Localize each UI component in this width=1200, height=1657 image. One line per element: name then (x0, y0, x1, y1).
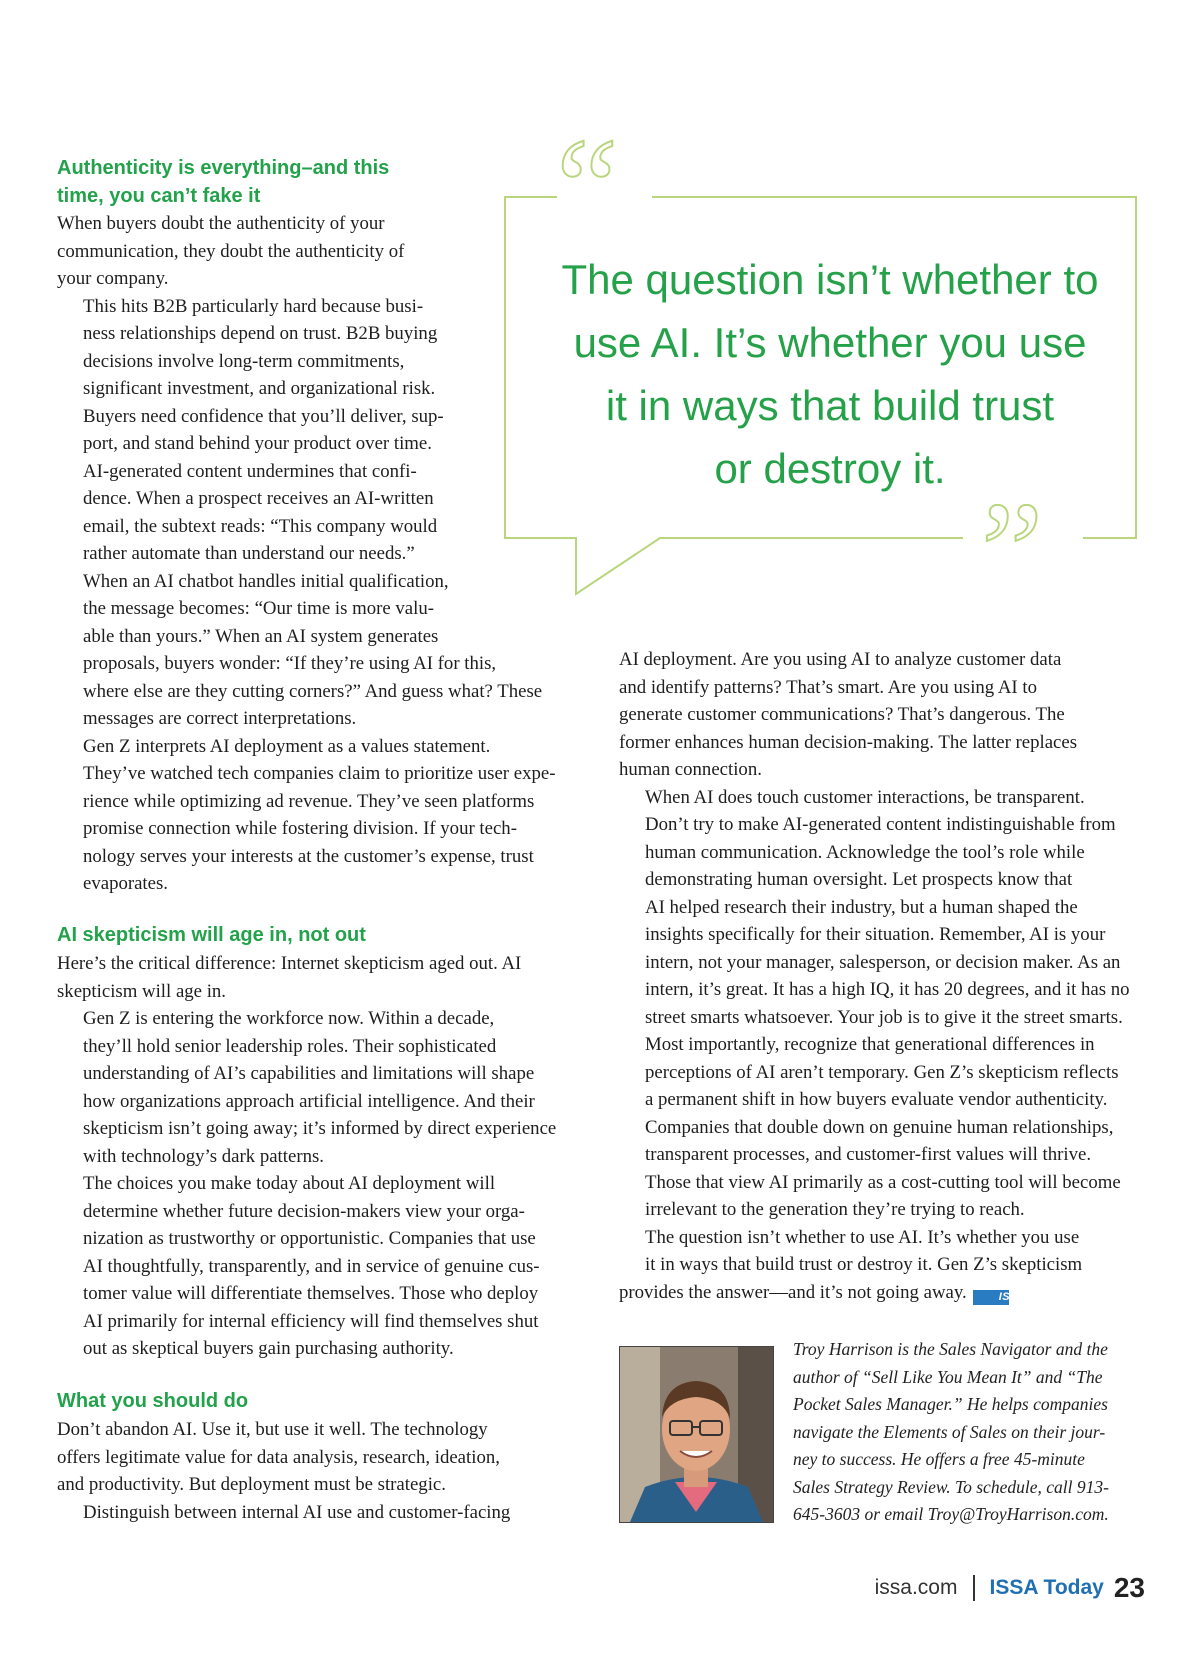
text-line: The question isn’t whether to use AI. It’s whether you use (645, 1226, 1080, 1248)
text-line: provides the answer—and it’s not going away. (619, 1281, 967, 1303)
paragraph-final (619, 1224, 1154, 1307)
heading-line: Authenticity is everything–and this (57, 157, 390, 179)
text-line: AI thoughtfully, transparently, and in service of genuine cus- (83, 1255, 540, 1277)
text-line: able than yours.” When an AI system generates (83, 625, 439, 647)
text-line: port, and stand behind your product over time. (83, 433, 432, 454)
text-line: skepticism isn’t going away; it’s informed by direct experience (83, 1118, 557, 1139)
text-line: significant investment, and organizational risk. (83, 378, 436, 399)
text-line: skepticism will age in. (57, 980, 227, 1002)
text-line: When an AI chatbot handles initial qualification, (83, 570, 449, 592)
text-line: demonstrating human oversight. Let prospects know that (645, 869, 1073, 890)
text-line: promise connection while fostering division. If your tech- (83, 818, 517, 839)
text-line: offers legitimate value for data analysis, research, ideation, (57, 1446, 500, 1468)
text-line: a permanent shift in how buyers evaluate vendor authenticity. (645, 1089, 1108, 1110)
text-line: Here’s the critical difference: Internet skepticism aged out. AI (57, 953, 522, 974)
text-line: out as skeptical buyers gain purchasing authority. (83, 1338, 454, 1359)
text-line: your company. (57, 268, 169, 289)
text-line: it in ways that build trust or destroy it. Gen Z’s skepticism (645, 1254, 1083, 1275)
bio-line: Troy Harrison is the Sales Navigator and the (793, 1339, 1108, 1359)
text-line: AI helped research their industry, but a human shaped the (645, 896, 1078, 918)
issa-end-logo: ISSA (973, 1290, 1009, 1305)
text-line: This hits B2B particularly hard because busi- (83, 295, 424, 317)
text-line: decisions involve long-term commitments, (83, 350, 405, 372)
text-line: Buyers need confidence that you’ll deliver, sup- (83, 405, 444, 427)
text-line: Don’t abandon AI. Use it, but use it well. The technology (57, 1419, 488, 1440)
text-line: Don’t try to make AI-generated content indistinguishable from (645, 814, 1116, 835)
text-line: When buyers doubt the authenticity of your (57, 213, 385, 234)
text-line: intern, not your manager, salesperson, or decision maker. As an (645, 951, 1121, 973)
text-line: communication, they doubt the authenticity of (57, 240, 405, 262)
paragraph (619, 1031, 1154, 1224)
paragraph (57, 733, 592, 898)
pull-quote-line: or destroy it. (714, 445, 946, 492)
text-line: tomer value will differentiate themselves. Those who deploy (83, 1283, 539, 1304)
text-line: the message becomes: “Our time is more valu- (83, 598, 434, 619)
text-line: they’ll hold senior leadership roles. Their sophisticated (83, 1035, 497, 1057)
text-line: rience while optimizing ad revenue. They’ve seen platforms (83, 790, 535, 812)
author-portrait-illustration (620, 1347, 773, 1522)
bio-line: navigate the Elements of Sales on their jour- (793, 1421, 1106, 1442)
paragraph (57, 1499, 592, 1527)
bio-line: Pocket Sales Manager.” He helps companies (793, 1394, 1108, 1414)
text-line: Those that view AI primarily as a cost-cutting tool will become (645, 1171, 1121, 1193)
heading-line: time, you can’t fake it (57, 184, 261, 207)
text-line: dence. When a prospect receives an AI-written (83, 488, 434, 509)
pull-quote-line: The question isn’t whether to (561, 256, 1099, 303)
text-line: They’ve watched tech companies claim to prioritize user expe- (83, 763, 556, 784)
text-line: where else are they cutting corners?” And guess what? These (83, 680, 543, 702)
text-line: messages are correct interpretations. (83, 708, 357, 729)
section-heading-skepticism: AI skepticism will age in, not out (57, 924, 366, 946)
text-line: Most importantly, recognize that generational differences in (645, 1034, 1095, 1055)
text-line: AI primarily for internal efficiency will find themselves shut (83, 1310, 539, 1332)
text-line: nization as trustworthy or opportunistic. Companies that use (83, 1228, 536, 1249)
text-line: and productivity. But deployment must be strategic. (57, 1474, 446, 1495)
page-footer (875, 1568, 1145, 1608)
left-column-text-c (57, 1416, 592, 1526)
pull-quote (510, 248, 1150, 500)
text-line: perceptions of AI aren’t temporary. Gen Z’s skepticism reflects (645, 1061, 1119, 1083)
page-number: 23 (1113, 1572, 1145, 1603)
text-line: When AI does touch customer interactions, be transparent. (645, 786, 1085, 808)
author-bio (793, 1336, 1163, 1529)
bio-line: 645-3603 or email Troy@TroyHarrison.com. (793, 1504, 1109, 1524)
paragraph (57, 1170, 592, 1363)
paragraph (619, 646, 1154, 784)
open-quote-icon: “ (556, 110, 619, 265)
text-line: Gen Z is entering the workforce now. Within a decade, (83, 1008, 495, 1029)
pull-quote-line: use AI. It’s whether you use (573, 319, 1087, 366)
text-line: The choices you make today about AI deployment will (83, 1173, 496, 1194)
close-quote-icon: ” (975, 482, 1049, 572)
text-line: evaporates. (83, 873, 168, 894)
text-line: former enhances human decision-making. The latter replaces (619, 731, 1078, 753)
left-column-text-b (57, 950, 592, 1363)
paragraph (57, 950, 592, 1005)
text-line: human communication. Acknowledge the tool’s role while (645, 841, 1085, 863)
text-line: generate customer communications? That’s dangerous. The (619, 704, 1065, 725)
text-line: nology serves your interests at the customer’s expense, trust (83, 845, 534, 867)
text-line: street smarts whatsoever. Your job is to give it the street smarts. (645, 1006, 1123, 1028)
author-photo (619, 1346, 774, 1523)
text-line: human connection. (619, 759, 762, 780)
text-line: rather automate than understand our needs.” (83, 543, 415, 564)
bio-line: author of “Sell Like You Mean It” and “The (793, 1366, 1103, 1387)
paragraph (619, 784, 1154, 1032)
footer-magazine-name: ISSA Today (989, 1576, 1104, 1599)
right-column-text (619, 646, 1154, 1306)
bio-line: Sales Strategy Review. To schedule, call 913- (793, 1476, 1109, 1497)
text-line: and identify patterns? That’s smart. Are you using AI to (619, 676, 1037, 698)
text-line: with technology’s dark patterns. (83, 1145, 324, 1167)
text-line: ness relationships depend on trust. B2B buying (83, 323, 438, 344)
text-line: understanding of AI’s capabilities and limitations will shape (83, 1063, 535, 1084)
footer-divider (973, 1575, 975, 1601)
text-line: transparent processes, and customer-first values will thrive. (645, 1144, 1092, 1165)
paragraph (57, 1005, 592, 1170)
text-line: Gen Z interprets AI deployment as a values statement. (83, 735, 491, 757)
text-line: how organizations approach artificial intelligence. And their (83, 1090, 535, 1112)
paragraph (57, 1416, 592, 1499)
text-line: irrelevant to the generation they’re trying to reach. (645, 1199, 1025, 1220)
footer-site-link[interactable]: issa.com (874, 1576, 958, 1599)
pull-quote-line: it in ways that build trust (605, 382, 1055, 429)
text-line: insights specifically for their situation. Remember, AI is your (645, 924, 1106, 945)
text-line: Companies that double down on genuine human relationships, (645, 1116, 1114, 1138)
text-line: determine whether future decision-makers view your orga- (83, 1200, 525, 1222)
text-line: AI deployment. Are you using AI to analyze customer data (619, 649, 1062, 670)
section-heading-what-to-do: What you should do (57, 1390, 249, 1412)
text-line: email, the subtext reads: “This company would (83, 515, 438, 537)
text-line: Distinguish between internal AI use and customer-facing (83, 1501, 511, 1523)
text-line: proposals, buyers wonder: “If they’re using AI for this, (83, 653, 497, 674)
bio-line: ney to success. He offers a free 45-minute (793, 1449, 1085, 1469)
text-line: AI-generated content undermines that confi- (83, 460, 417, 482)
text-line: intern, it’s great. It has a high IQ, it has 20 degrees, and it has no (645, 979, 1130, 1000)
